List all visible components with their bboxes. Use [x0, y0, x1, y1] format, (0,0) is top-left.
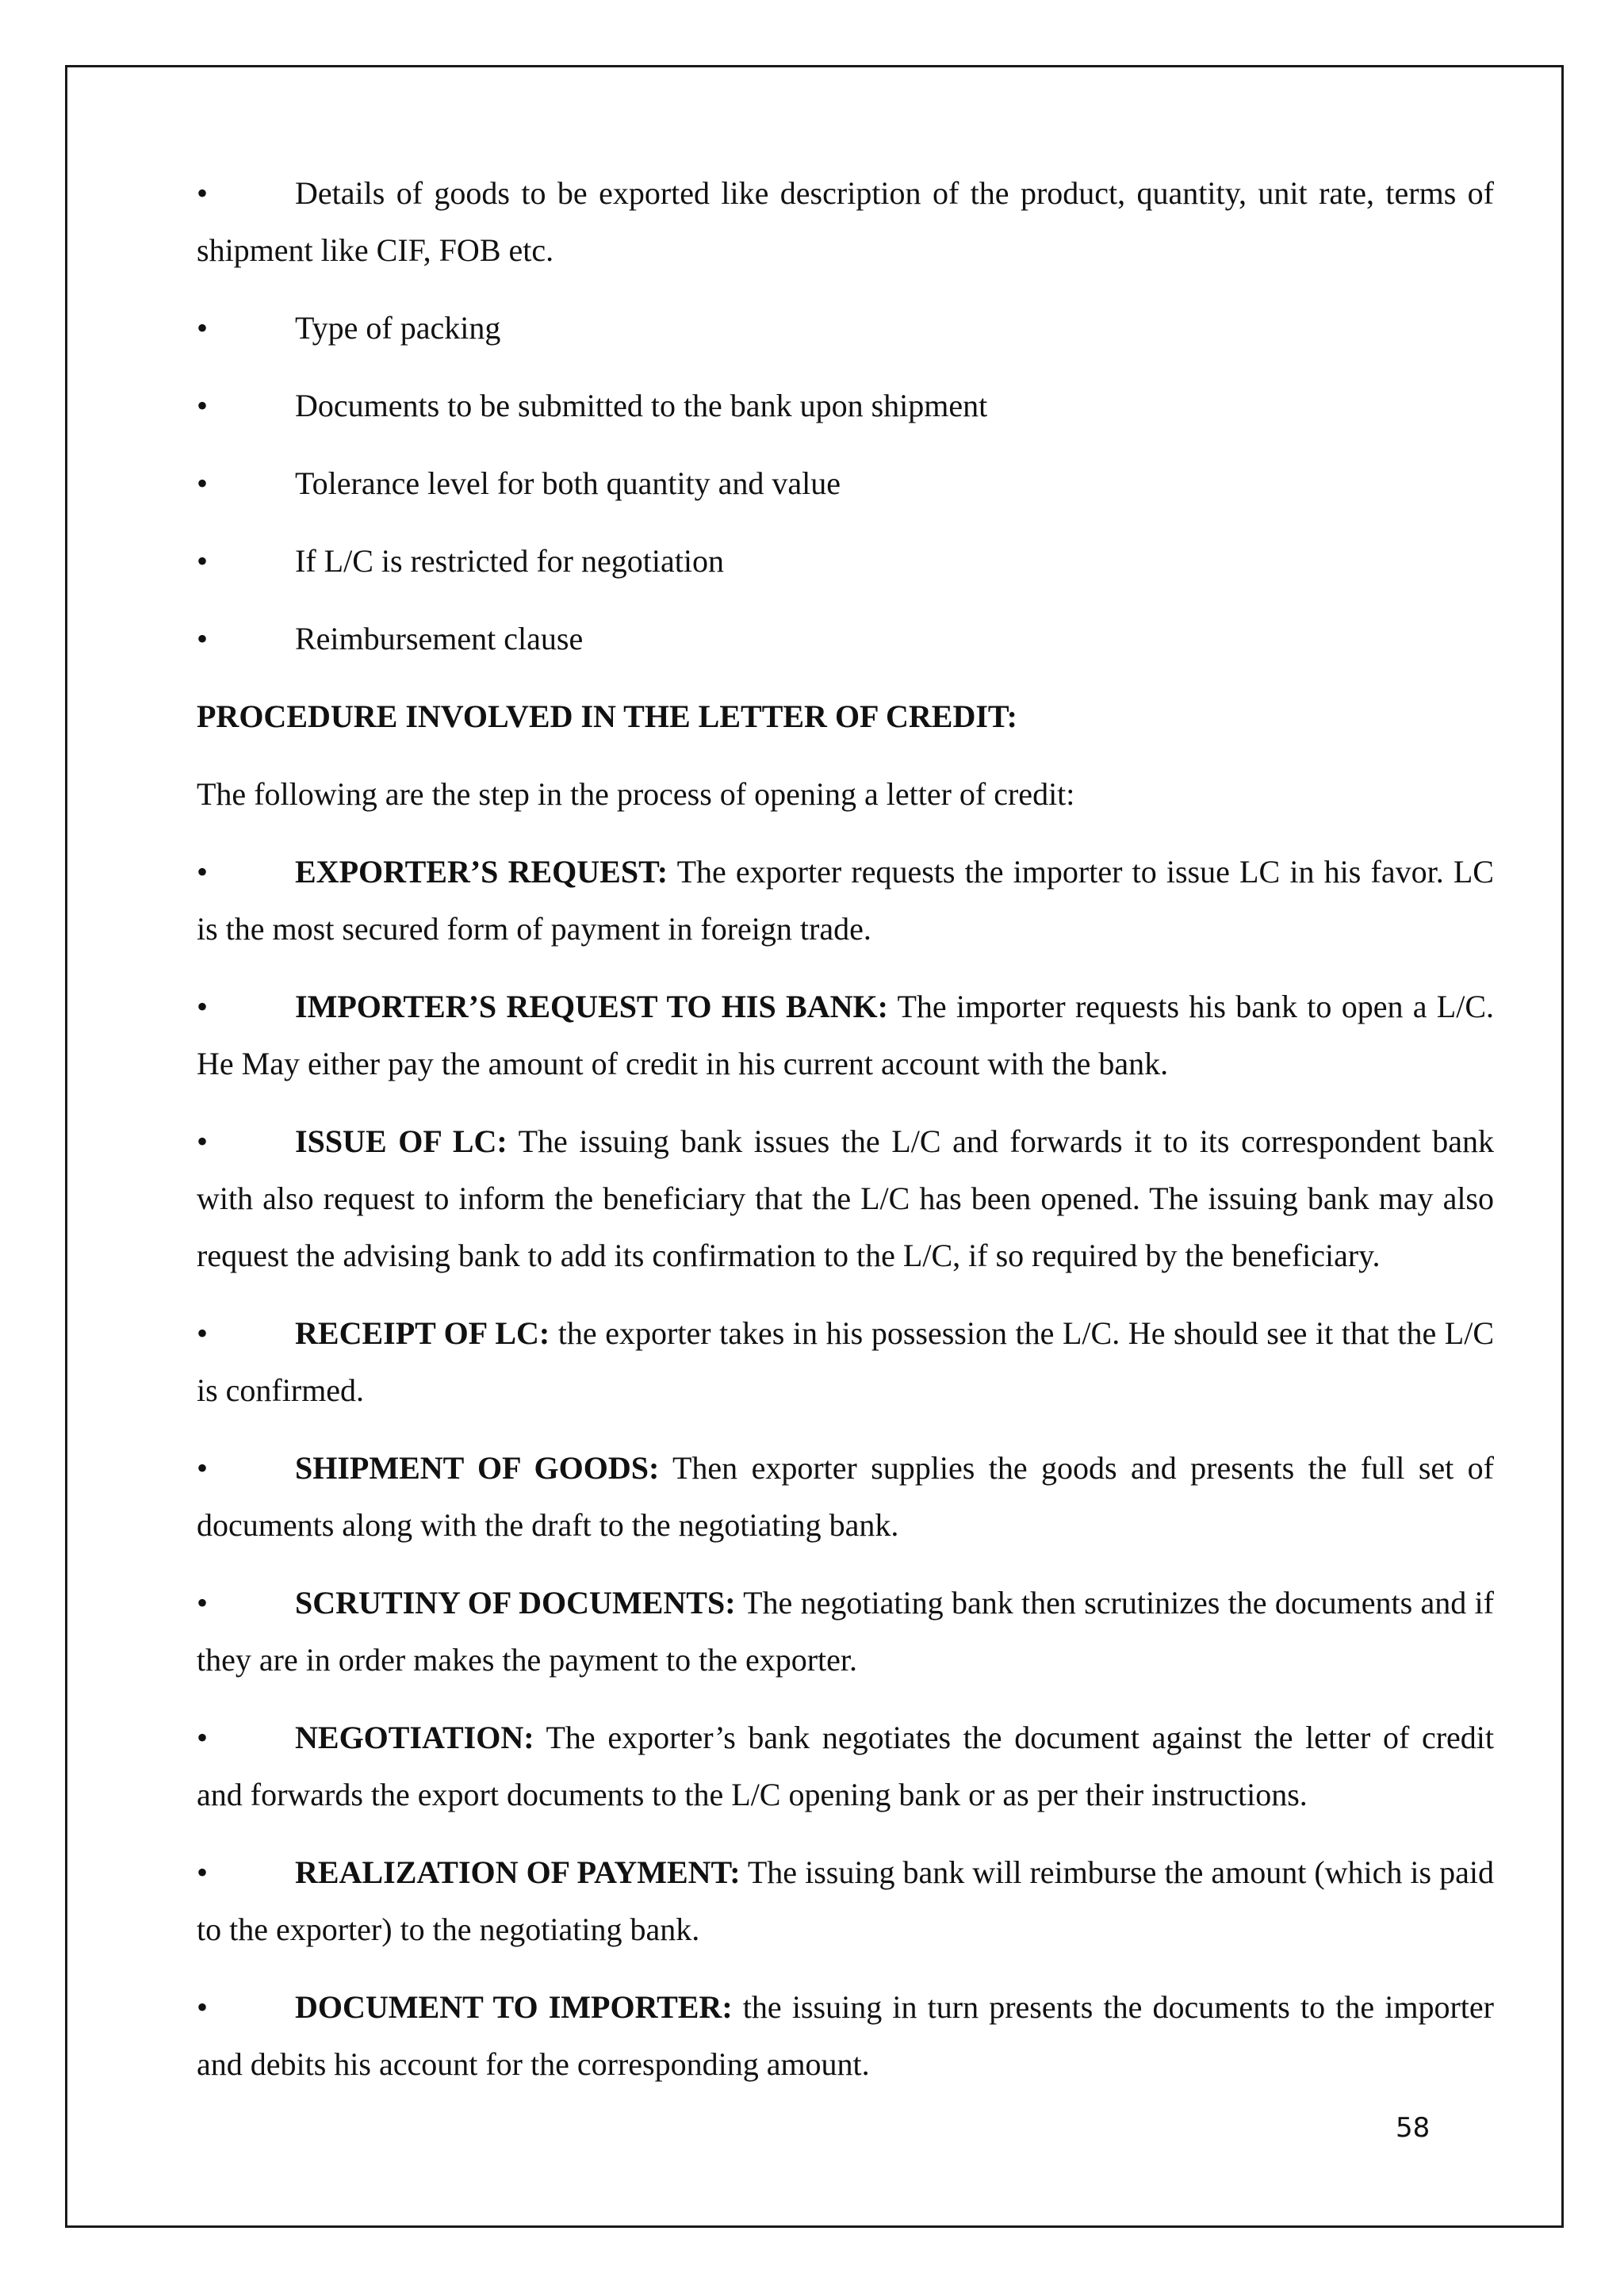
bullet-dot: •: [197, 621, 209, 656]
step-text: The issuing bank issues the L/C and forwards it to its correspondent bank with also request to inform the beneficiary that the L/C has been opened. The issuing bank may also request the advising bank to add its confirmation to the L/C, if so required by the beneficiary.: [197, 1123, 1494, 1273]
bullet-item-negotiation-restriction: [197, 533, 1494, 590]
bullet-dot: •: [197, 1123, 209, 1159]
step-term: REALIZATION OF PAYMENT:: [295, 1854, 741, 1890]
bullet-text: Reimbursement clause: [295, 621, 584, 656]
bullet-dot: •: [197, 1450, 209, 1486]
bullet-item-tolerance: [197, 455, 1494, 512]
step-item: [197, 1113, 1494, 1284]
step-term: DOCUMENT TO IMPORTER:: [295, 1989, 733, 2025]
page-number: 58: [1396, 2112, 1431, 2144]
bullet-item-goods-details: [197, 165, 1494, 279]
bullet-text: Details of goods to be exported like description of the product, quantity, unit rate, terms of shipment like CIF, FOB etc.: [197, 175, 1494, 268]
step-text: The importer requests his bank to open a L/C. He May either pay the amount of credit in his current account with the bank.: [197, 989, 1494, 1081]
step-item: [197, 1440, 1494, 1554]
bullet-dot: •: [197, 1315, 209, 1351]
step-item: [197, 978, 1494, 1093]
step-text: the exporter takes in his possession the L/C. He should see it that the L/C is confirmed.: [197, 1315, 1495, 1408]
bullet-item-packing: [197, 300, 1494, 357]
bullet-item-documents: [197, 377, 1494, 434]
step-text: Then exporter supplies the goods and presents the full set of documents along with the draft to the negotiating bank.: [197, 1450, 1494, 1543]
bullet-dot: •: [197, 1854, 209, 1890]
bullet-dot: •: [197, 543, 209, 579]
bullet-dot: •: [197, 465, 209, 501]
bullet-text: Documents to be submitted to the bank upon shipment: [295, 388, 988, 423]
step-term: NEGOTIATION:: [295, 1720, 534, 1755]
step-item: [197, 1979, 1494, 2093]
bullet-text: If L/C is restricted for negotiation: [295, 543, 724, 579]
bullet-dot: •: [197, 175, 209, 211]
bullet-dot: •: [197, 310, 209, 346]
bullet-text: Type of packing: [295, 310, 501, 346]
step-term: SHIPMENT OF GOODS:: [295, 1450, 660, 1486]
step-item: [197, 1709, 1494, 1823]
step-item: [197, 1844, 1494, 1958]
step-term: RECEIPT OF LC:: [295, 1315, 550, 1351]
step-item: [197, 1305, 1494, 1419]
document-body: [197, 165, 1494, 2114]
step-term: ISSUE OF LC:: [295, 1123, 508, 1159]
bullet-dot: •: [197, 854, 209, 890]
bullet-text: Tolerance level for both quantity and value: [295, 465, 841, 501]
step-term: EXPORTER’S REQUEST:: [295, 854, 668, 890]
step-term: IMPORTER’S REQUEST TO HIS BANK:: [295, 989, 888, 1024]
step-text: The exporter’s bank negotiates the document against the letter of credit and forwards the export documents to the L/C opening bank or as per their instructions.: [197, 1720, 1494, 1812]
step-text: The negotiating bank then scrutinizes the documents and if they are in order makes the payment to the exporter.: [197, 1585, 1494, 1678]
step-item: [197, 1575, 1494, 1689]
section-heading: PROCEDURE INVOLVED IN THE LETTER OF CREDIT:: [197, 698, 1017, 734]
step-text: The exporter requests the importer to issue LC in his favor. LC is the most secured form of payment in foreign trade.: [197, 854, 1494, 947]
bullet-dot: •: [197, 1989, 209, 2025]
bullet-dot: •: [197, 1720, 209, 1755]
bullet-dot: •: [197, 989, 209, 1024]
section-intro: The following are the step in the process of opening a letter of credit:: [197, 776, 1075, 812]
bullet-item-reimbursement: [197, 610, 1494, 668]
step-text: the issuing in turn presents the documents to the importer and debits his account for the corresponding amount.: [197, 1989, 1494, 2082]
step-term: SCRUTINY OF DOCUMENTS:: [295, 1585, 736, 1621]
step-text: The issuing bank will reimburse the amount (which is paid to the exporter) to the negotiating bank.: [197, 1854, 1495, 1947]
step-item: [197, 844, 1494, 958]
bullet-dot: •: [197, 1585, 209, 1621]
bullet-dot: •: [197, 388, 209, 423]
